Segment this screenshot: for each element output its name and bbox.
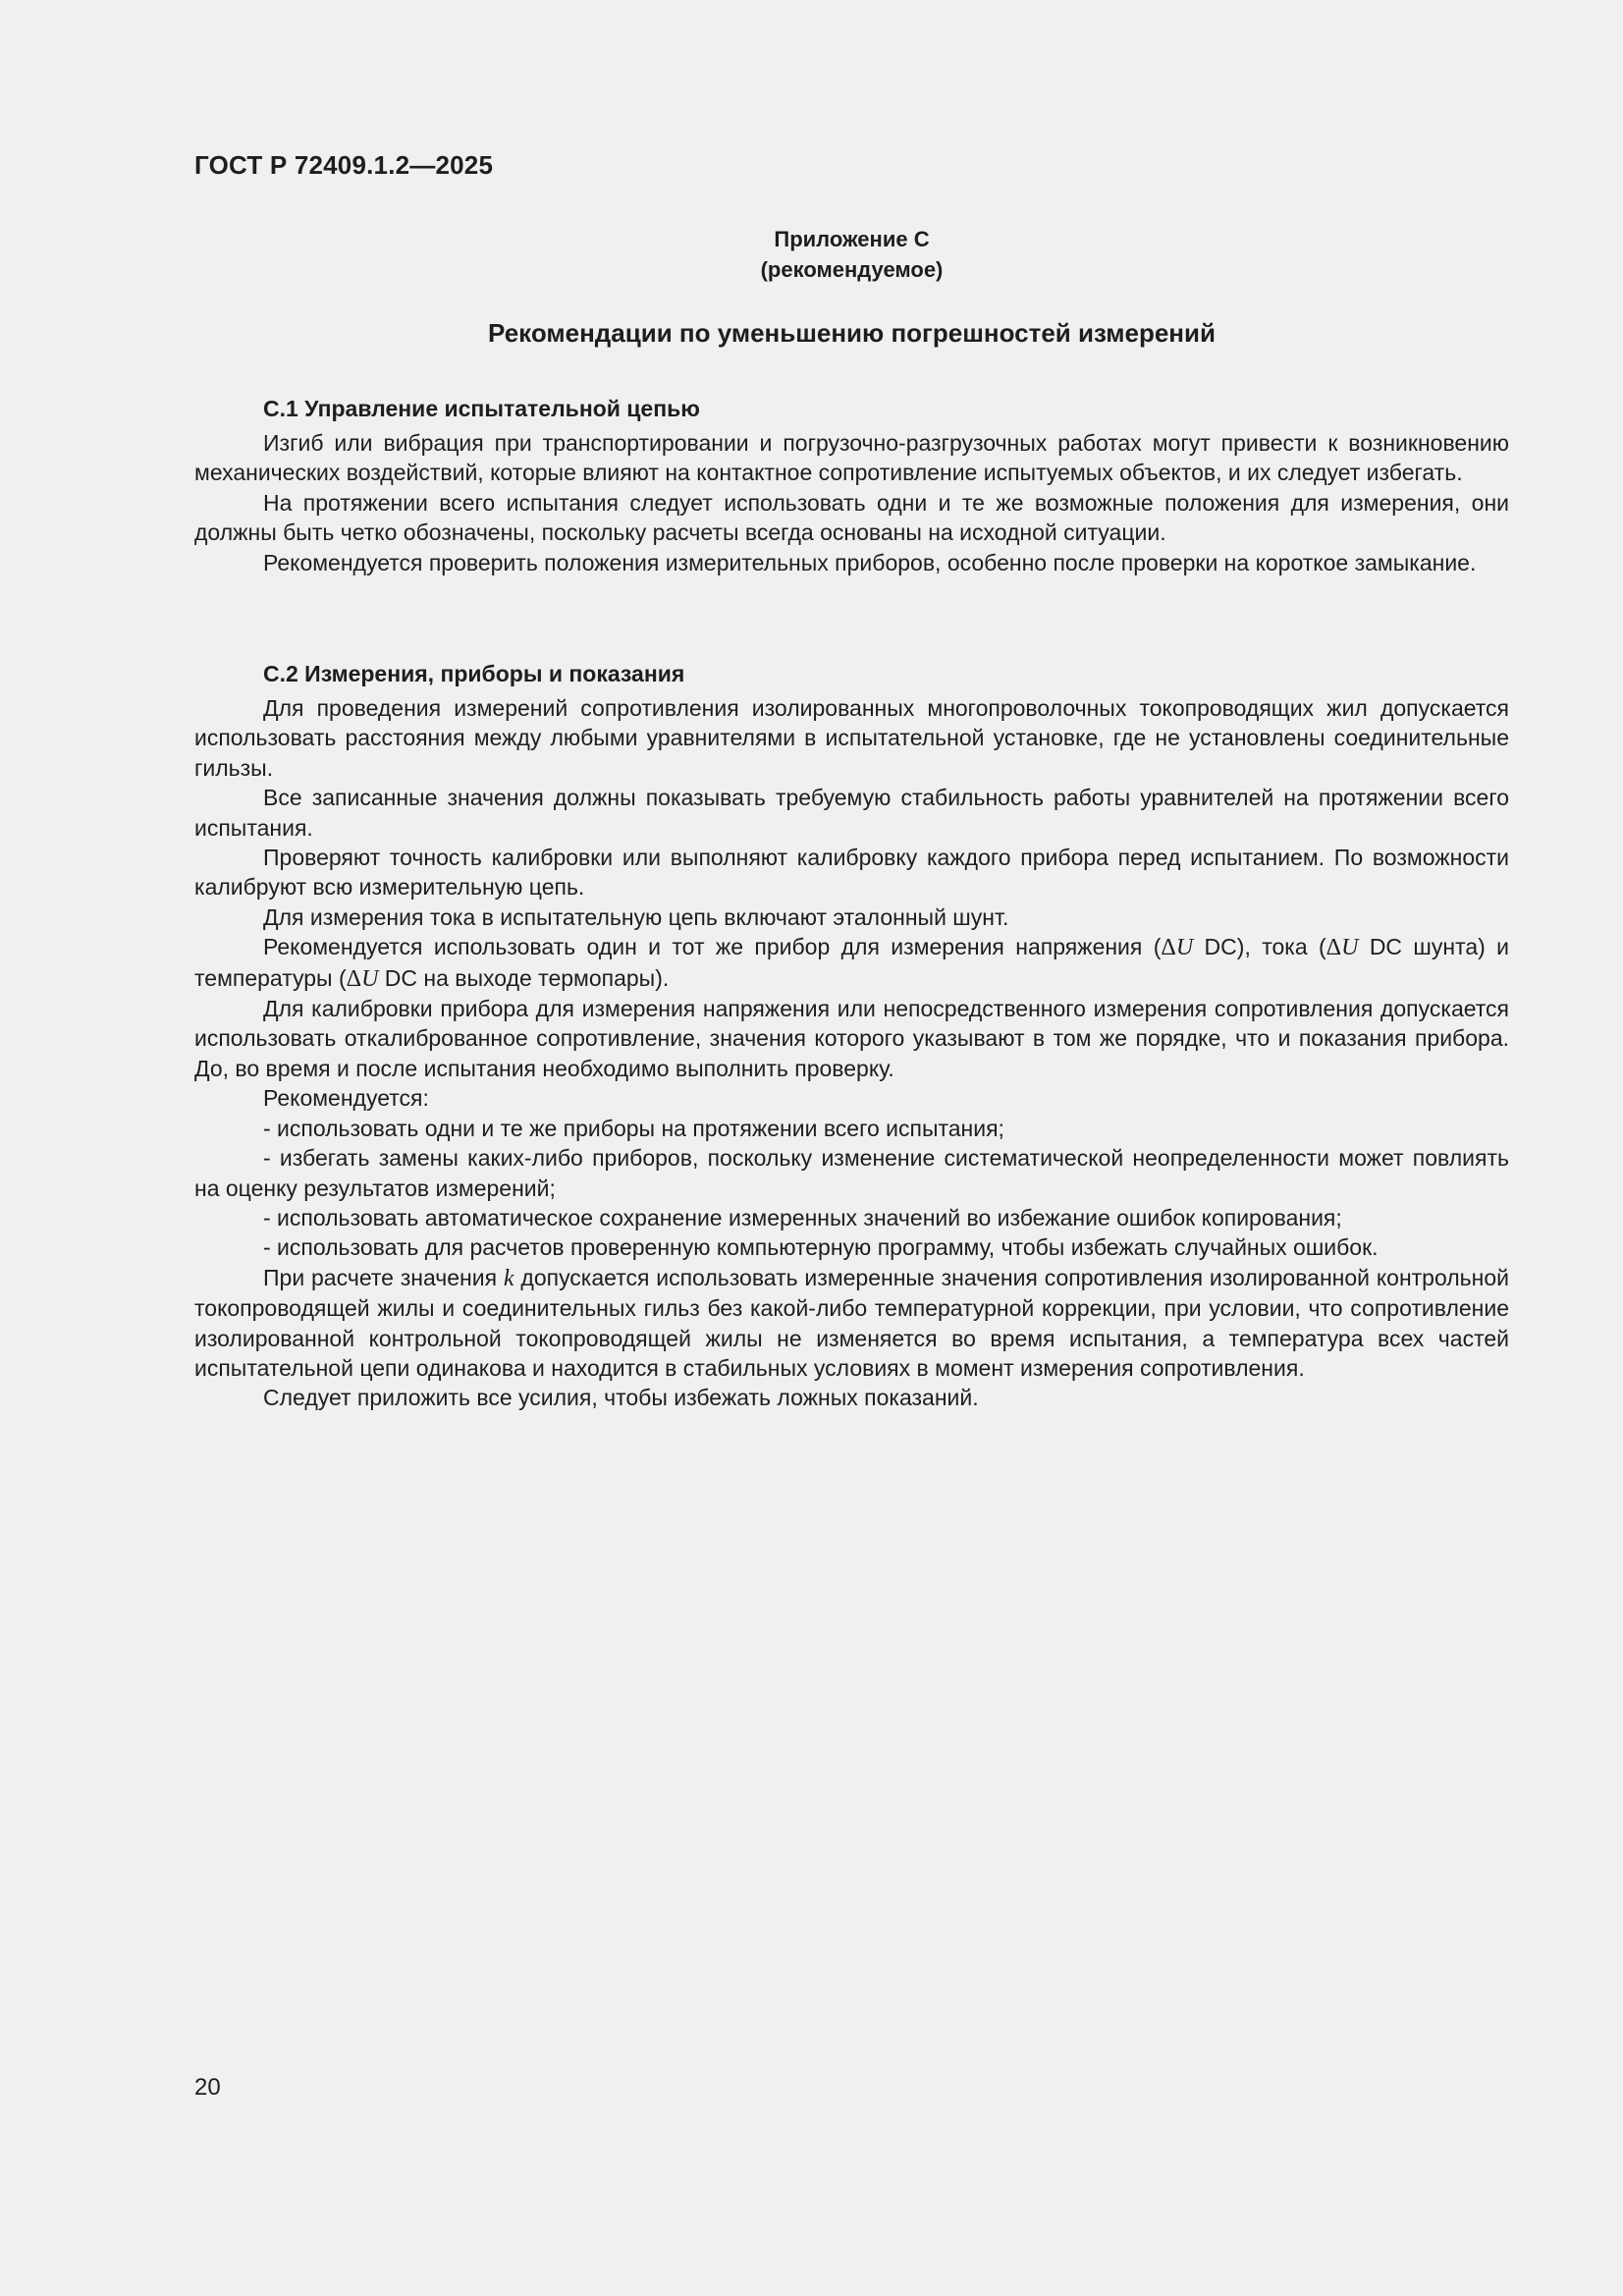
section-c2-paragraph: Для проведения измерений сопротивления изолированных многопроволочных токопроводящих жил допускается использовать расстояния между любыми уравнителями в испытательной установке, где не установлены соединительные гильзы. <box>194 695 1509 781</box>
voltage-variable: U <box>1341 935 1359 961</box>
section-c2-paragraph <box>194 932 1509 994</box>
section-c2 <box>194 658 1509 1413</box>
appendix-title: Приложение С <box>774 227 930 251</box>
delta-symbol: Δ <box>1161 935 1176 961</box>
section-c1-paragraph: На протяжении всего испытания следует использовать одни и те же возможные положения для измерения, они должны быть четко обозначены, поскольку расчеты всегда основаны на исходной ситуации. <box>194 489 1509 546</box>
text-span: Рекомендуется использовать один и тот же прибор для измерения напряжения ( <box>263 934 1162 960</box>
list-item: - использовать для расчетов проверенную компьютерную программу, чтобы избежать случайных ошибок. <box>263 1234 1379 1261</box>
section-c2-paragraph: Проверяют точность калибровки или выполняют калибровку каждого прибора перед испытанием. По возможности калибруют всю измерительную цепь. <box>194 845 1509 901</box>
section-c1-paragraph: Рекомендуется проверить положения измерительных приборов, особенно после проверки на короткое замыкание. <box>263 549 1477 575</box>
text-span: DC шунта) и температуры ( <box>194 934 1510 991</box>
appendix-heading: Рекомендации по уменьшению погрешностей измерений <box>488 318 1216 348</box>
section-c1-paragraph: Изгиб или вибрация при транспортировании и погрузочно-разгрузочных работах могут привести к возникновению механических воздействий, которые влияют на контактное сопротивление испытуемых объектов, и их следует избегать. <box>194 430 1509 486</box>
text-span: допускается использовать измеренные значения сопротивления изолированной контрольной токопроводящей жилы и соединительных гильз без какой-либо температурной коррекции, при условии, что сопротивление изолированной контрольной токопроводящей жилы не изменяется во время испытания, а температура всех частей испытательной цепи одинакова и находится в стабильных условиях в момент измерения сопротивления. <box>194 1264 1509 1381</box>
section-c2-paragraph <box>194 1263 1509 1384</box>
list-item: - использовать автоматическое сохранение измеренных значений во избежание ошибок копирования; <box>263 1204 1342 1230</box>
document-id: ГОСТ Р 72409.1.2—2025 <box>194 150 494 180</box>
text-span: DC на выходе термопары). <box>378 964 670 991</box>
section-c1-title: С.1 Управление испытательной цепью <box>263 396 700 421</box>
list-item: - избегать замены каких-либо приборов, поскольку изменение систематической неопределенности может повлиять на оценку результатов измерений; <box>194 1145 1509 1201</box>
text-span: При расчете значения <box>263 1264 504 1290</box>
section-c2-paragraph: Все записанные значения должны показывать требуемую стабильность работы уравнителей на протяжении всего испытания. <box>194 785 1509 841</box>
voltage-variable: U <box>361 965 379 992</box>
section-c2-paragraph: Для калибровки прибора для измерения напряжения или непосредственного измерения сопротивления допускается использовать откалиброванное сопротивление, значения которого указывают в том же порядке, что и показания прибора. До, во время и после испытания необходимо выполнить проверку. <box>194 996 1509 1081</box>
text-span: DC), тока ( <box>1193 934 1326 960</box>
delta-symbol: Δ <box>1325 935 1342 961</box>
delta-symbol: Δ <box>346 965 362 992</box>
section-c2-paragraph: Следует приложить все усилия, чтобы избежать ложных показаний. <box>263 1385 979 1411</box>
list-item: - использовать одни и те же приборы на протяжении всего испытания; <box>263 1115 1004 1141</box>
page-number: 20 <box>194 2074 221 2101</box>
k-variable: k <box>503 1265 514 1291</box>
section-c1 <box>194 393 1509 577</box>
voltage-variable: U <box>1175 935 1194 961</box>
section-c2-paragraph: Рекомендуется: <box>263 1085 429 1112</box>
section-c2-title: С.2 Измерения, приборы и показания <box>263 661 685 686</box>
section-c2-paragraph: Для измерения тока в испытательную цепь включают эталонный шунт. <box>263 903 1009 930</box>
appendix-type: (рекомендуемое) <box>760 257 944 282</box>
